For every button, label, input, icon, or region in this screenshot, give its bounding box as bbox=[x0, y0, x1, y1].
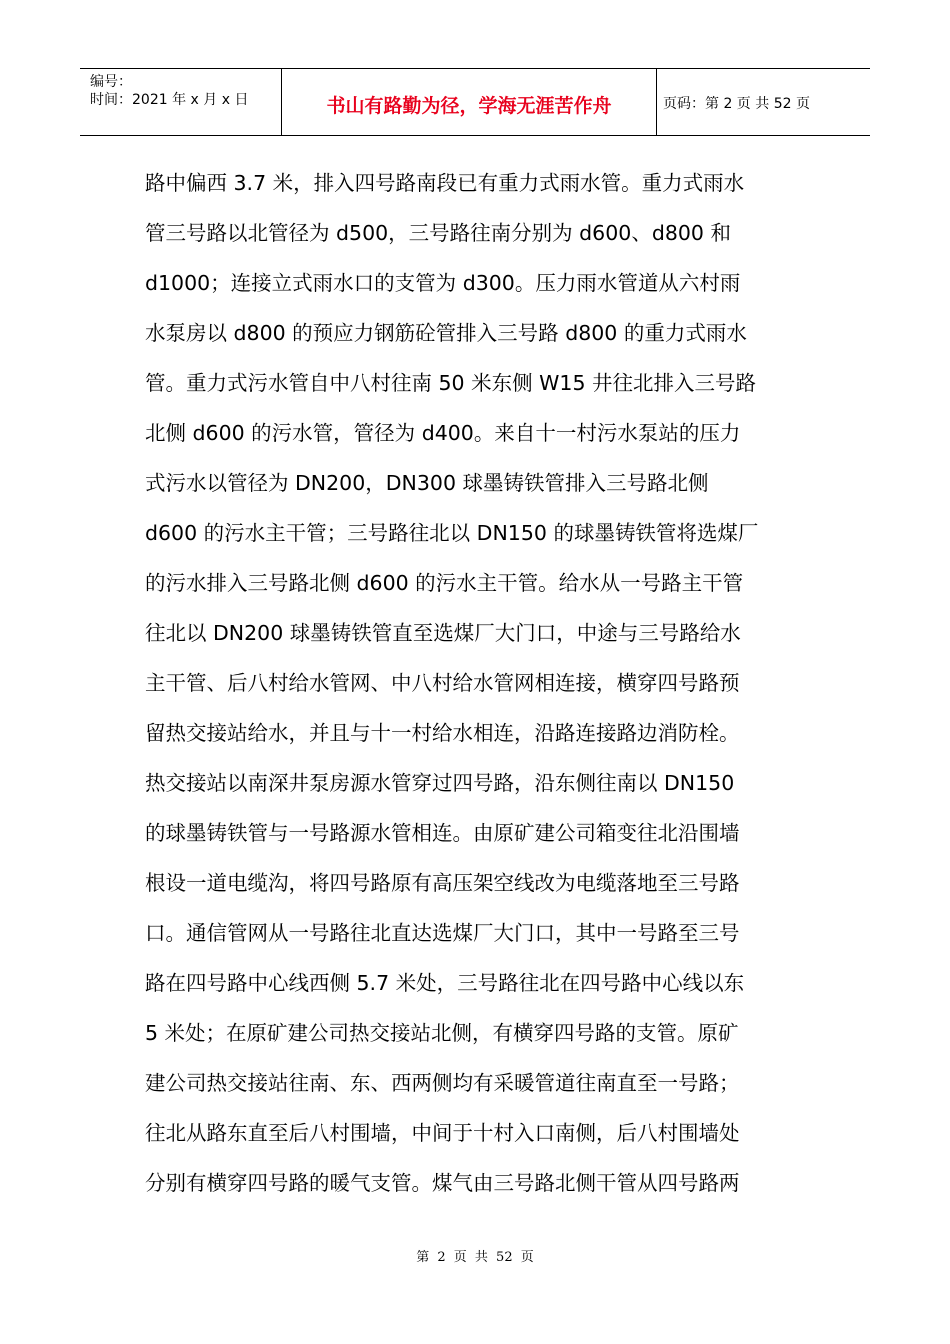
body-line: 分别有横穿四号路的暖气支管。煤气由三号路北侧干管从四号路两 bbox=[145, 1171, 740, 1195]
body-line: 往北从路东直至后八村围墙，中间于十村入口南侧，后八村围墙处 bbox=[145, 1121, 740, 1145]
body-line: 的污水排入三号路北侧 d600 的污水主干管。给水从一号路主干管 bbox=[145, 571, 744, 595]
body-line: 留热交接站给水，并且与十一村给水相连，沿路连接路边消防栓。 bbox=[145, 721, 740, 745]
body-line: 热交接站以南深井泵房源水管穿过四号路，沿东侧往南以 DN150 bbox=[145, 771, 735, 795]
body-line: 水泵房以 d800 的预应力钢筋砼管排入三号路 d800 的重力式雨水 bbox=[145, 321, 747, 345]
footer-page-number: 第 2 页 共 52 页 bbox=[416, 1250, 534, 1265]
page-header bbox=[80, 68, 870, 136]
body-line: 主干管、后八村给水管网、中八村给水管网相连接，横穿四号路预 bbox=[145, 671, 740, 695]
body-line: d600 的污水主干管；三号路往北以 DN150 的球墨铸铁管将选煤厂 bbox=[145, 521, 759, 545]
body-line: 口。通信管网从一号路往北直达选煤厂大门口，其中一号路至三号 bbox=[145, 921, 740, 945]
body-line: 路在四号路中心线西侧 5.7 米处，三号路往北在四号路中心线以东 bbox=[145, 971, 745, 995]
header-motto: 书山有路勤为径，学海无涯苦作舟 bbox=[326, 94, 612, 117]
header-page-number: 页码：第 2 页 共 52 页 bbox=[663, 96, 810, 112]
header-info-cell bbox=[80, 69, 282, 135]
body-line: 根设一道电缆沟，将四号路原有高压架空线改为电缆落地至三号路 bbox=[145, 871, 740, 895]
body-line: 路中偏西 3.7 米，排入四号路南段已有重力式雨水管。重力式雨水 bbox=[145, 171, 745, 195]
serial-number-label: 编号： bbox=[90, 74, 132, 90]
body-line: 的球墨铸铁管与一号路源水管相连。由原矿建公司箱变往北沿围墙 bbox=[145, 821, 740, 845]
body-line: d1000；连接立式雨水口的支管为 d300。压力雨水管道从六村雨 bbox=[145, 271, 741, 295]
body-line: 往北以 DN200 球墨铸铁管直至选煤厂大门口，中途与三号路给水 bbox=[145, 621, 741, 645]
body-line: 管。重力式污水管自中八村往南 50 米东侧 W15 井往北排入三号路 bbox=[145, 371, 757, 395]
body-line: 5 米处；在原矿建公司热交接站北侧，有横穿四号路的支管。原矿 bbox=[145, 1021, 739, 1045]
body-line: 建公司热交接站往南、东、西两侧均有采暖管道往南直至一号路； bbox=[145, 1071, 740, 1095]
document-body bbox=[145, 158, 805, 1208]
body-line: 北侧 d600 的污水管，管径为 d400。来自十一村污水泵站的压力 bbox=[145, 421, 741, 445]
body-line: 管三号路以北管径为 d500，三号路往南分别为 d600、d800 和 bbox=[145, 221, 731, 245]
page-footer bbox=[0, 1246, 950, 1265]
header-motto-cell bbox=[282, 69, 657, 135]
date-label: 时间：2021 年 x 月 x 日 bbox=[90, 92, 249, 108]
body-line: 式污水以管径为 DN200，DN300 球墨铸铁管排入三号路北侧 bbox=[145, 471, 709, 495]
header-page-cell bbox=[657, 69, 870, 135]
